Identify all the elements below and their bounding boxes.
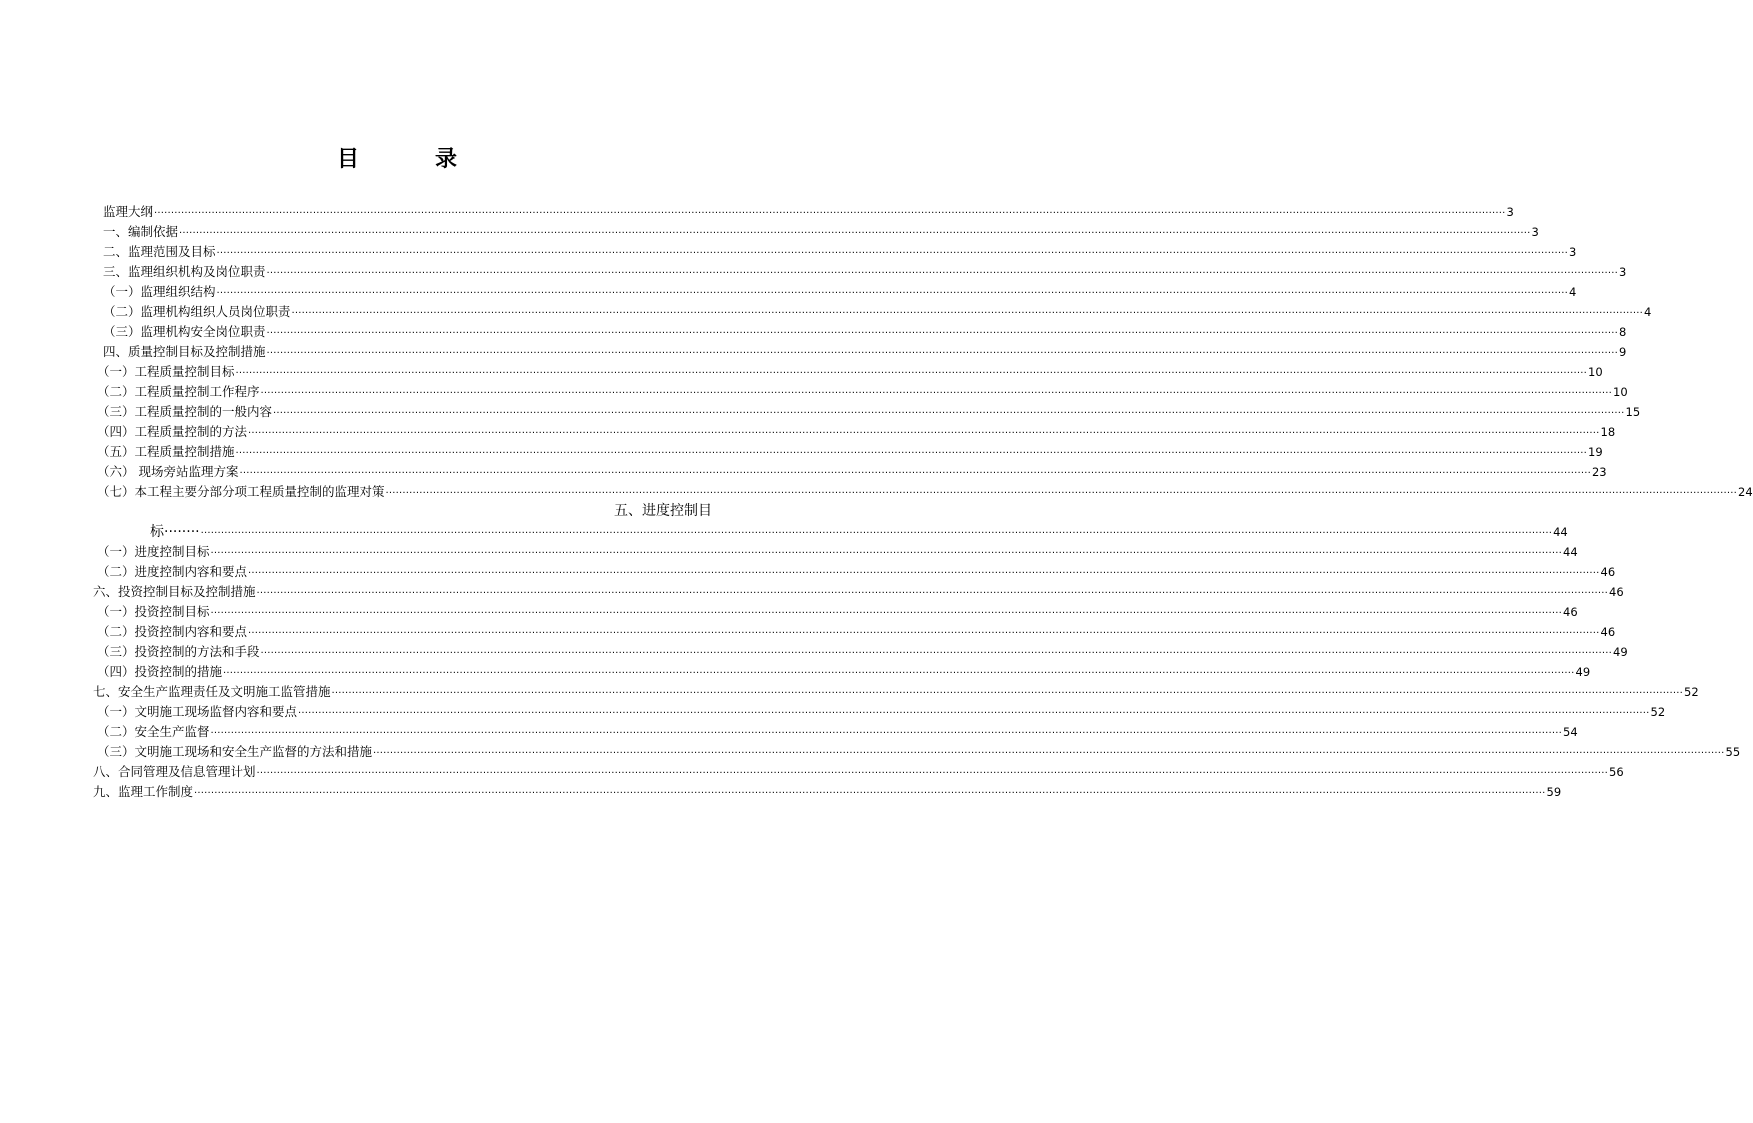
toc-entry-label: （二）进度控制内容和要点: [97, 564, 248, 579]
toc-leader-dots: ················································································································································································································································································································································································································: [235, 368, 1587, 379]
toc-leader-dots: ················································································································································································································································································································································································································: [239, 468, 1591, 479]
toc-entry[interactable]: [97, 622, 1616, 642]
toc-entry-page: 49: [1613, 645, 1628, 659]
toc-entry-page: 55: [1725, 745, 1741, 759]
toc-entry-label: 监理大纲: [103, 204, 154, 219]
toc-entry-page: 8: [1619, 325, 1627, 339]
toc-entry-page: 15: [1625, 405, 1641, 419]
toc-leader-dots: ················································································································································································································································································································································································································: [248, 568, 1600, 579]
toc-leader-dots: ················································································································································································································································································································································································································: [385, 488, 1737, 499]
toc-entry-label: 四、质量控制目标及控制措施: [103, 344, 266, 359]
toc-leader-dots: ················································································································································································································································································································································································································: [291, 308, 1643, 319]
toc-entry-label: （二）工程质量控制工作程序: [97, 384, 260, 399]
toc-leader-dots: ················································································································································································································································································································································································································: [260, 388, 1612, 399]
toc-entry[interactable]: [97, 662, 1591, 682]
toc-entry-label: （六） 现场旁站监理方案: [97, 464, 239, 479]
toc-entry[interactable]: [97, 642, 1628, 662]
toc-entry-label: 二、监理范围及目标: [103, 244, 216, 259]
toc-entry[interactable]: [103, 242, 1577, 262]
toc-leader-dots: ················································································································································································································································································································································································································: [331, 688, 1683, 699]
toc-entry[interactable]: [103, 202, 1514, 222]
toc-leader-dots: ················································································································································································································································································································································································································: [235, 448, 1587, 459]
toc-entry-label: （二）安全生产监督: [97, 724, 210, 739]
toc-entry-label: （四）投资控制的措施: [97, 664, 223, 679]
toc-entry-label: （三）投资控制的方法和手段: [97, 644, 260, 659]
toc-entry-page: 4: [1569, 285, 1577, 299]
toc-entry[interactable]: [103, 262, 1627, 282]
toc-entry[interactable]: [97, 542, 1578, 562]
toc-entry-label: 九、监理工作制度: [93, 784, 194, 799]
toc-entry[interactable]: [150, 522, 1568, 542]
toc-leader-dots: ················································································································································································································································································································································································································: [298, 708, 1650, 719]
toc-entry[interactable]: [97, 442, 1603, 462]
toc-entry-page: 46: [1600, 565, 1616, 579]
toc-entry-label: （三）监理机构安全岗位职责: [103, 324, 266, 339]
toc-entry-page: 18: [1600, 425, 1616, 439]
toc-entry[interactable]: [93, 682, 1699, 702]
toc-entry-page: 10: [1613, 385, 1628, 399]
toc-entry-label: （一）文明施工现场监督内容和要点: [97, 704, 298, 719]
toc-entry-page: 52: [1650, 705, 1666, 719]
toc-entry-label: （二）投资控制内容和要点: [97, 624, 248, 639]
toc-entry-label: （三）文明施工现场和安全生产监督的方法和措施: [97, 744, 373, 759]
toc-leader-dots: ················································································································································································································································································································································································································: [210, 608, 1562, 619]
toc-entry[interactable]: [103, 282, 1577, 302]
toc-entry-label: （七）本工程主要分部分项工程质量控制的监理对策: [97, 484, 385, 499]
toc-entry-label: （五）工程质量控制措施: [97, 444, 235, 459]
toc-entry[interactable]: [97, 462, 1607, 482]
toc-entry[interactable]: [93, 762, 1624, 782]
toc-leader-dots: ················································································································································································································································································································································································································: [248, 628, 1600, 639]
toc-entry-page: 46: [1609, 585, 1624, 599]
toc-leader-dots: ················································································································································································································································································································································································································: [273, 408, 1625, 419]
toc-entry-page: 24: [1738, 485, 1753, 499]
toc-entry-label: （一）工程质量控制目标: [97, 364, 235, 379]
toc-entry-page: 56: [1609, 765, 1624, 779]
toc-entry-label: （三）工程质量控制的一般内容: [97, 404, 273, 419]
toc-leader-dots: ················································································································································································································································································································································································································: [216, 248, 1568, 259]
title-char-2: 录: [435, 146, 458, 172]
toc-entry[interactable]: [97, 562, 1616, 582]
toc-entry-label: 七、安全生产监理责任及文明施工监管措施: [93, 684, 331, 699]
toc-leader-dots: ················································································································································································································································································································································································································: [266, 328, 1618, 339]
toc-entry-label: 标········: [150, 524, 200, 540]
toc-leader-dots: ················································································································································································································································································································································································································: [216, 288, 1568, 299]
toc-leader-dots: ················································································································································································································································································································································································································: [194, 788, 1546, 799]
toc-leader-dots: ················································································································································································································································································································································································································: [210, 728, 1562, 739]
toc-entry-label: （一）监理组织结构: [103, 284, 216, 299]
toc-leader-dots: ················································································································································································································································································································································································································: [179, 228, 1531, 239]
toc-entry-label: 三、监理组织机构及岗位职责: [103, 264, 266, 279]
toc-entry[interactable]: [97, 382, 1628, 402]
toc-leader-dots: ················································································································································································································································································································································································································: [223, 668, 1575, 679]
toc-leader-dots: ················································································································································································································································································································································································································: [373, 748, 1725, 759]
toc-leader-dots: ················································································································································································································································································································································································································: [256, 768, 1608, 779]
toc-entry-page: 49: [1575, 665, 1591, 679]
toc-entry-page: 44: [1563, 545, 1578, 559]
toc-entry[interactable]: [97, 402, 1641, 422]
toc-entry[interactable]: [97, 602, 1578, 622]
toc-leader-dots: ················································································································································································································································································································································································································: [248, 428, 1600, 439]
toc-entry-page: 3: [1531, 225, 1539, 239]
toc-entry-label: 一、编制依据: [103, 224, 179, 239]
toc-entry-page: 52: [1684, 685, 1699, 699]
toc-entry[interactable]: [97, 722, 1578, 742]
toc-entry-label: 八、合同管理及信息管理计划: [93, 764, 256, 779]
toc-entry[interactable]: [103, 342, 1627, 362]
toc-leader-dots: ················································································································································································································································································································································································································: [266, 348, 1618, 359]
toc-entry-page: 3: [1619, 265, 1627, 279]
toc-entry-page: 23: [1591, 465, 1607, 479]
toc-entry-page: 19: [1588, 445, 1603, 459]
toc-leader-dots: ················································································································································································································································································································································································································: [260, 648, 1612, 659]
toc-leader-dots: ················································································································································································································································································································································································································: [266, 268, 1618, 279]
toc-entry[interactable]: [97, 742, 1741, 762]
title-char-1: 目: [336, 146, 359, 172]
toc-entry[interactable]: [97, 362, 1603, 382]
toc-entry-label: （四）工程质量控制的方法: [97, 424, 248, 439]
toc-entry[interactable]: [93, 582, 1624, 602]
toc-entry-label: 六、投资控制目标及控制措施: [93, 584, 256, 599]
toc-entry[interactable]: [103, 322, 1627, 342]
toc-entry-page: 9: [1619, 345, 1627, 359]
toc-entry-label: （二）监理机构组织人员岗位职责: [103, 304, 291, 319]
toc-entry-page: 46: [1563, 605, 1578, 619]
toc-entry-page: 44: [1553, 525, 1568, 539]
toc-leader-dots: ················································································································································································································································································································································································································: [200, 528, 1553, 539]
toc-entry-page: 46: [1600, 625, 1616, 639]
toc-entry-page: 10: [1588, 365, 1603, 379]
toc-entry[interactable]: [93, 782, 1562, 802]
toc-entry[interactable]: [103, 222, 1539, 242]
toc-entry-page: 3: [1569, 245, 1577, 259]
toc-entry-page: 54: [1563, 725, 1578, 739]
toc-leader-dots: ················································································································································································································································································································································································································: [256, 588, 1608, 599]
toc-entry[interactable]: [97, 702, 1666, 722]
toc-entry-page: 3: [1506, 205, 1514, 219]
toc-leader-dots: ················································································································································································································································································································································································································: [154, 208, 1506, 219]
toc-entry-label: （一）投资控制目标: [97, 604, 210, 619]
toc-entry[interactable]: [103, 302, 1652, 322]
toc-entry-page: 4: [1644, 305, 1652, 319]
toc-entry-label: （一）进度控制目标: [97, 544, 210, 559]
toc-leader-dots: ················································································································································································································································································································································································································: [210, 548, 1562, 559]
toc-entry-label-wrapped: 五、进度控制目: [614, 503, 712, 519]
toc-entry-page: 59: [1546, 785, 1562, 799]
toc-entry[interactable]: [97, 482, 1753, 502]
toc-entry[interactable]: [97, 422, 1616, 442]
